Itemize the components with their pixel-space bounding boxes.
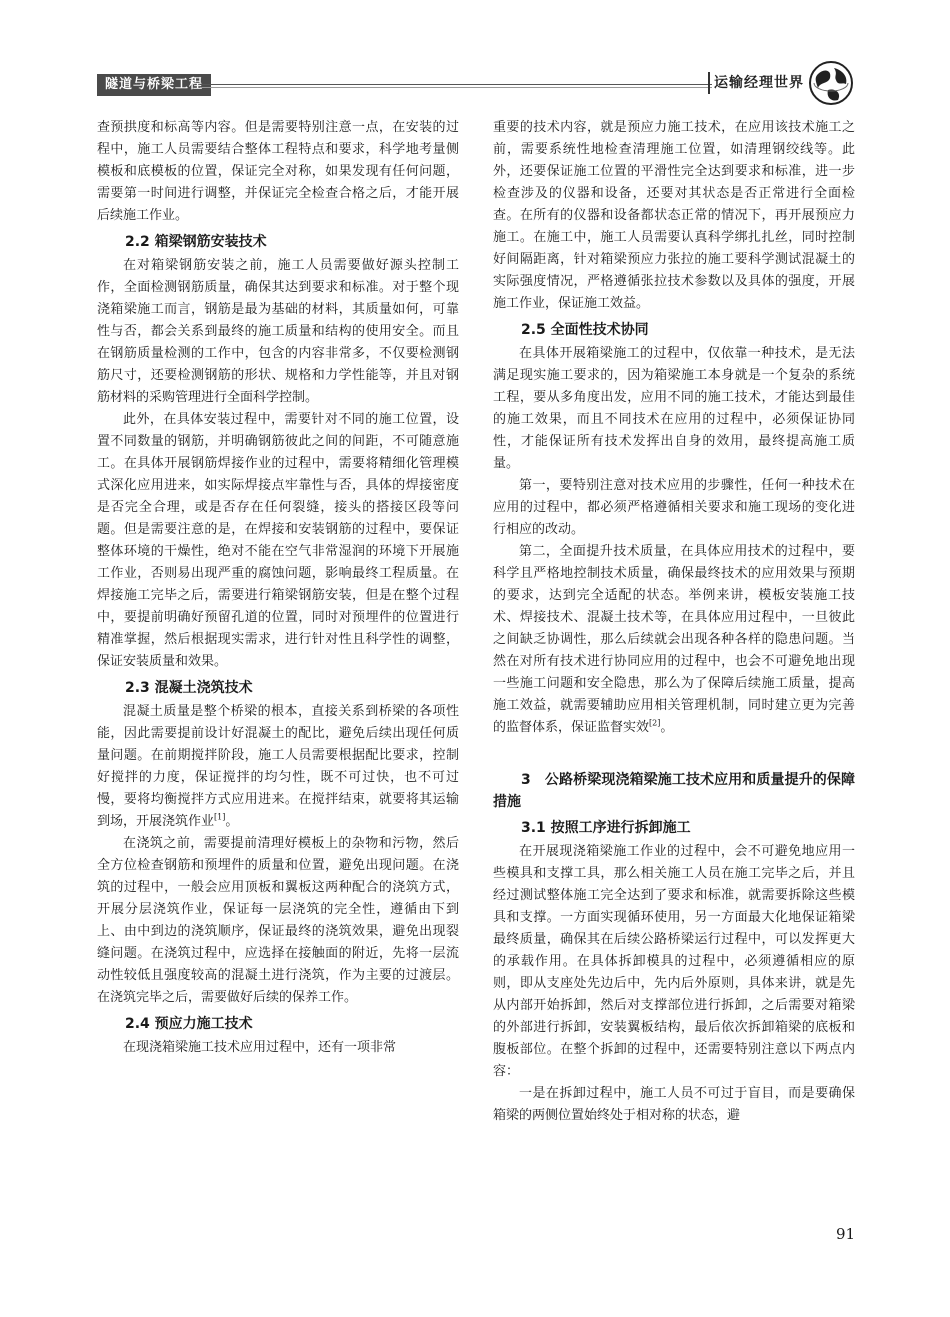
journal-title: 运输经理世界 xyxy=(714,75,804,91)
page-header xyxy=(0,60,950,110)
paragraph-end: 。 xyxy=(225,814,239,829)
section-heading-2-2: 2.2 箱梁钢筋安装技术 xyxy=(125,234,267,250)
globe-icon xyxy=(808,60,854,106)
paragraph: 重要的技术内容，就是预应力施工技术，在应用该技术施工之前，需要系统性地检查清理施工位置，如清理钢绞线等。此外，还要保证施工位置的平滑性完全达到要求和标准，进一步检查涉及的仪器和设备，还要对其状态是否正常进行全面检查。在所有的仪器和设备都状态正常的情况下，再开展预应力施工。在施工中，施工人员需要认真科学绑扎扎丝，同时控制好间隔距离，针对箱梁预应力张拉的施工要科学测试混凝土的实际强度情况，严格遵循张拉技术参数以及具体的强度，开展施工作业，保证施工效益。 xyxy=(493,120,855,311)
left-column xyxy=(97,117,459,1059)
paragraph-text: 混凝土质量是整个桥梁的根本，直接关系到桥梁的各项性能，因此需要提前设计好混凝土的配比，避免后续出现任何质量问题。在前期搅拌阶段，施工人员需要根据配比要求，控制好搅拌的力度，保证搅拌的均匀性，既不可过快，也不可过慢，要将均衡搅拌方式应用进来。在搅拌结束，就要将其运输到场，开展浇筑作业 xyxy=(97,704,459,829)
paragraph-text: 第二，全面提升技术质量，在具体应用技术的过程中，要科学且严格地控制技术质量，确保最终技术的应用效果与预期的要求，达到完全适配的状态。举例来讲，模板安装施工技术、焊接技术、混凝土技术等，在具体应用过程中，一旦彼此之间缺乏协调性，那么后续就会出现各种各样的隐患问题。当然在对所有技术进行协同应用的过程中，也会不可避免地出现一些施工问题和安全隐患，那么为了保障后续施工质量，提高施工效益，就需要辅助应用相关管理机制，同时建立更为完善的监督体系，保证监督实效 xyxy=(493,544,855,735)
citation-ref: [2] xyxy=(649,718,661,728)
paragraph: 在对箱梁钢筋安装之前，施工人员需要做好源头控制工作，全面检测钢筋质量，确保其达到要求和标准。对于整个现浇箱梁施工而言，钢筋是最为基础的材料，其质量如何，可靠性与否，都会关系到最终的施工质量和结构的使用安全。而且在钢筋质量检测的工作中，包含的内容非常多，不仅要检测钢筋尺寸，还要检测钢筋的形状、规格和力学性能等，并且对钢筋材料的采购管理进行全面科学控制。 xyxy=(97,258,459,405)
paragraph: 在现浇箱梁施工技术应用过程中，还有一项非常 xyxy=(123,1040,397,1055)
section-heading-3-1: 3.1 按照工序进行拆卸施工 xyxy=(521,820,691,836)
section-label: 隧道与桥梁工程 xyxy=(97,74,211,96)
citation-ref: [1] xyxy=(214,812,226,822)
paragraph xyxy=(97,701,459,833)
right-column xyxy=(493,117,855,1127)
paragraph: 在浇筑之前，需要提前清理好模板上的杂物和污物，然后全方位检查钢筋和预埋件的质量和位置，避免出现问题。在浇筑的过程中，一般会应用顶板和翼板这两种配合的浇筑方式，开展分层浇筑作业，保证每一层浇筑的完全性，遵循由下到上、由中到边的浇筑顺序，保证最终的浇筑效果，避免出现裂缝问题。在浇筑过程中，应选择在接触面的附近，先将一层流动性较低且强度较高的混凝土进行浇筑，作为主要的过渡层。在浇筑完毕之后，需要做好后续的保养工作。 xyxy=(97,836,459,1005)
paragraph-end: 。 xyxy=(660,720,674,735)
paragraph: 在开展现浇箱梁施工作业的过程中，会不可避免地应用一些模具和支撑工具，那么相关施工人员在施工完毕之后，并且经过测试整体施工完全达到了要求和标准，就需要拆除这些模具和支撑。一方面实现循环使用，另一方面最大化地保证箱梁最终质量，确保其在后续公路桥梁运行过程中，可以发挥更大的承载作用。在具体拆卸模具的过程中，必须遵循相应的原则，即从支座处先边后中，先内后外原则，具体来讲，就是先从内部开始拆卸，然后对支撑部位进行拆卸，之后需要对箱梁的外部进行拆卸，安装翼板结构，最后依次拆卸箱梁的底板和腹板部位。在整个拆卸的过程中，还需要特别注意以下两点内容： xyxy=(493,844,855,1079)
header-rule xyxy=(200,84,712,85)
chapter-heading-3: 3 公路桥梁现浇箱梁施工技术应用和质量提升的保障措施 xyxy=(493,772,855,810)
section-heading-2-4: 2.4 预应力施工技术 xyxy=(125,1016,253,1032)
header-separator xyxy=(708,72,710,94)
paragraph: 一是在拆卸过程中，施工人员不可过于盲目，而是要确保箱梁的两侧位置始终处于相对称的状态，避 xyxy=(493,1086,855,1123)
paragraph: 第一，要特别注意对技术应用的步骤性，任何一种技术在应用的过程中，都必须严格遵循相关要求和施工现场的变化进行相应的改动。 xyxy=(493,478,855,537)
paragraph: 此外，在具体安装过程中，需要针对不同的施工位置，设置不同数量的钢筋，并明确钢筋彼此之间的间距，不可随意施工。在具体开展钢筋焊接作业的过程中，需要将精细化管理模式深化应用进来，如实际焊接点牢靠性与否，具体的焊接密度是否完全合理，或是否存在任何裂缝，接头的搭接区段等问题。但是需要注意的是，在焊接和安装钢筋的过程中，要保证整体环境的干燥性，绝对不能在空气非常湿润的环境下开展施工作业，否则易出现严重的腐蚀问题，影响最终工程质量。在焊接施工完毕之后，需要进行箱梁钢筋安装，但是在整个过程中，要提前明确好预留孔道的位置，同时对预埋件的位置进行精准掌握，然后根据现实需求，进行针对性且科学性的调整，保证安装质量和效果。 xyxy=(97,412,459,669)
header-rule-thin xyxy=(200,87,712,88)
page-number: 91 xyxy=(836,1225,856,1243)
paragraph: 查预拱度和标高等内容。但是需要特别注意一点，在安装的过程中，施工人员需要结合整体工程特点和要求，科学地考量侧模板和底模板的位置，保证完全对称，如果发现有任何问题，需要第一时间进行调整，并保证完全检查合格之后，才能开展后续施工作业。 xyxy=(97,120,459,223)
paragraph xyxy=(493,541,855,739)
section-heading-2-5: 2.5 全面性技术协同 xyxy=(521,322,649,338)
paragraph: 在具体开展箱梁施工的过程中，仅依靠一种技术，是无法满足现实施工要求的，因为箱梁施工本身就是一个复杂的系统工程，要从多角度出发，应用不同的施工技术，才能达到最佳的施工效果，而且不同技术在应用的过程中，必须保证协同性，才能保证所有技术发挥出自身的效用，最终提高施工质量。 xyxy=(493,346,855,471)
section-heading-2-3: 2.3 混凝土浇筑技术 xyxy=(125,680,253,696)
